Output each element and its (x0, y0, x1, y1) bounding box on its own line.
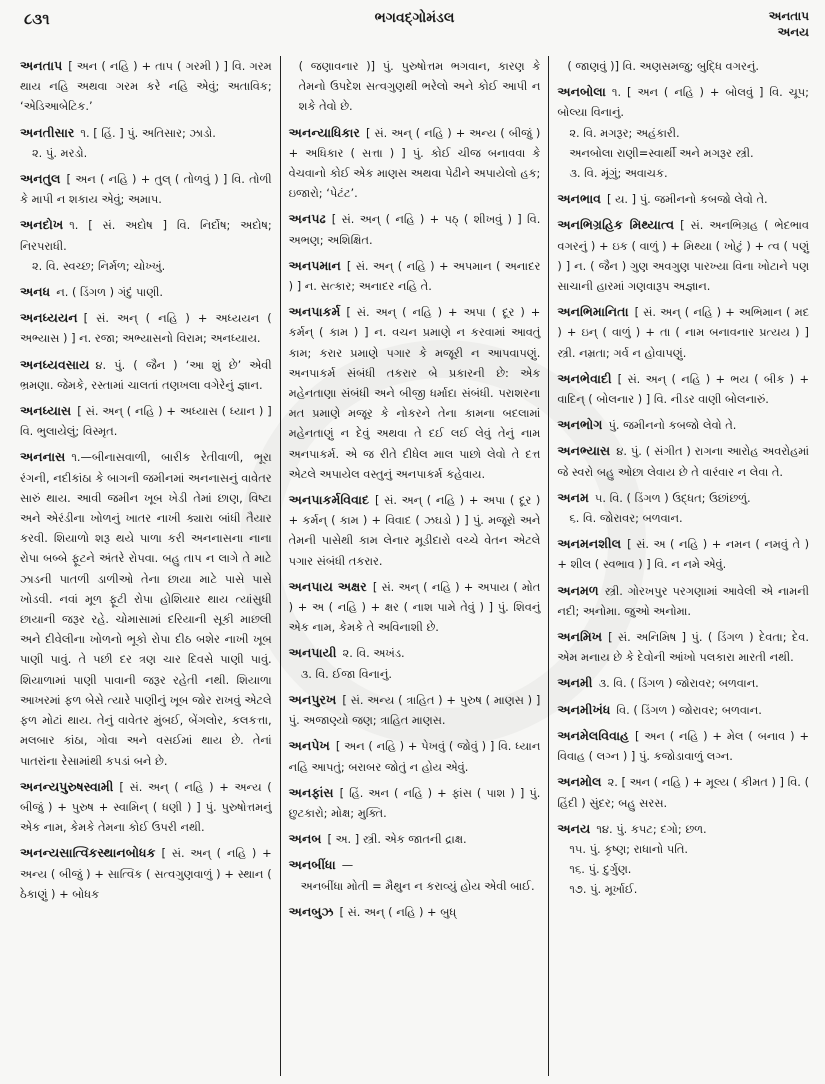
entry-headword: અનમિખ (557, 629, 603, 645)
dictionary-entry (289, 736, 541, 776)
entry-definition: ૨. વિ. અખંડ. (342, 646, 405, 661)
entry-definition: [ અન ( નહિ ) + તુલ્ ( તોળવું ) ] વિ. તોળી કે માપી ન શકાય એવું; અમાપ. (20, 172, 272, 207)
entry-definition: [ ય. ] પું. જમીનનો કબજો લેવો તે. (607, 192, 768, 207)
page-header (14, 6, 815, 46)
entry-headword: અનધ્યયન (20, 310, 78, 326)
entry-definition: ૪. પું. ( જૈન ) ‘આ શું છે’ એવી ભ્રમણા. જેમકે, રસ્તામાં ચાલતાં તણખલા વગેરેનું જ્ઞાન. (20, 357, 272, 392)
entry-definition: [ સં. અન્ ( નહિ ) + અપમાન ( અનાદર ) ] ન. સત્કાર; અનાદર નહિ તે. (288, 258, 541, 294)
guide-words (769, 8, 809, 40)
entry-headword: અનભ્યાસ (557, 443, 611, 459)
dictionary-entry (289, 829, 541, 849)
entry-definition: — (341, 858, 354, 873)
entry-definition: [ સં. અન્ ( નહિ ) + ભય ( બીક ) + વાદિન્ ( બોલનાર ) ] વિ. નીડર વાણી બોલનારું. (557, 371, 810, 407)
entry-headword: અનભેવાદી (557, 370, 612, 386)
entry-headword: અનમળ (557, 582, 599, 598)
entry-headword: અનપઢ (288, 211, 326, 227)
entry-headword: અનપમાન (288, 257, 341, 273)
dictionary-entry (20, 401, 272, 441)
entry-subsense: ૨. પું. મરડો. (32, 145, 88, 160)
guide-word-last: અનય (777, 25, 809, 39)
dictionary-entry (289, 256, 541, 296)
entry-headword: અનપાકર્મવિવાદ (288, 492, 370, 508)
entry-headword: અનમેલવિવાહ (557, 727, 630, 743)
entry-subsense: અનબીંધા મોતી = મૈથુન ન કરાવ્યું હોય એવી બાઈ. (300, 878, 535, 893)
page-title: ભગવદ્ગોમંડલ (374, 10, 455, 26)
dictionary-entry (20, 169, 272, 209)
dictionary-entry (289, 855, 541, 895)
dictionary-entry (20, 282, 272, 302)
entry-definition: [ સં. અન્ ( નહિ ) + અધ્યાસ ( ધ્યાન ) ] વિ. ભુલાયેલું; વિસ્મૃત. (20, 404, 272, 439)
dictionary-entry (289, 690, 541, 730)
dictionary-entry (557, 189, 809, 209)
dictionary-entry (20, 56, 272, 117)
entry-definition: [ સં. અન્ ( નહિ ) + અન્ય ( બીજું ) + સાત્વિક ( સત્વગુણવાળું ) + સ્થાન ( ઠેકાણું ) + બોધક (20, 846, 272, 901)
entry-headword: અનધ્યવસાય (20, 356, 90, 372)
entry-headword: અનતીસાર (20, 124, 75, 140)
entry-subsense: ૧૫. પું. કૃષ્ણ; રાધાનો પતિ. (569, 841, 688, 856)
entry-definition: [ સં. અન્ ( નહિ ) + પઠ્ ( શીખવું ) ] વિ. અભણ; અશિક્ષિત. (288, 212, 541, 247)
dictionary-entry (557, 488, 809, 528)
entry-headword: અનમી (557, 675, 593, 691)
entry-definition: [ સં. અન્ ( નહિ ) + અભિમાન ( મદ ) + ઇન્ ( વાળું ) + તા ( નામ બનાવનાર પ્રત્યય ) ] સ્ત્રી. નમ્રતા; ગર્વ ન હોવાપણું. (557, 305, 810, 360)
entry-headword: અનનાસ (20, 449, 66, 465)
entry-definition: ( જણાવનાર )] પું. પુરુષોત્તમ ભગવાન, કારણ કે તેમનો ઉપદેશ સત્વગુણથી ભરેલો અને કોઈ આપી ન શકે તેવો છે. (298, 59, 541, 114)
entry-definition: [ સં. અનિમિષ ] પું. ( ડિંગળ ) દેવતા; દેવ. એમ મનાય છે કે દેવોની આંખો પલકારા મારતી નથી. (557, 630, 810, 665)
entry-headword: અનતાપ (20, 58, 63, 73)
entry-definition: સ્ત્રી. ગોરખપુર પરગણામાં આવેલી એ નામની નદી; અનોમા. જુઓ અનોમા. (557, 583, 810, 618)
dictionary-columns (14, 56, 817, 1076)
dictionary-entry (557, 673, 809, 693)
entry-headword: અનપાયી (288, 645, 337, 661)
entry-headword: અનમ (557, 489, 589, 505)
entry-definition: ન. ( ડિંગળ ) ગંદું પાણી. (56, 285, 164, 300)
entry-headword: અનન્યપુરુષસ્વામી (20, 778, 114, 794)
entry-definition: પું. જમીનનો કબજો લેવો તે. (608, 418, 737, 433)
entry-subsense: ૩. વિ. મૂંગું; અવાચક. (569, 166, 668, 181)
entry-subsense: અનબોલા રાણી=સ્વાર્થી અને મગરૂર સ્ત્રી. (569, 145, 754, 160)
entry-headword: અનપેખ (288, 738, 330, 754)
entry-definition: ૨. [ અન ( નહિ ) + મૂલ્ય ( કીમત ) ] વિ. ( હિંદી ) સુંદર; બહુ સરસ. (557, 775, 810, 810)
entry-definition: [ અ. ] સ્ત્રી. એક જાતની દ્રાક્ષ. (327, 832, 467, 847)
entry-definition: ૧. [ સં. અદોષ ] વિ. નિર્દોષ; અદોષ; નિરપરાધી. (20, 218, 272, 253)
dictionary-entry (557, 627, 809, 667)
entry-definition: [ સં. અનભિગ્રહ ( ભેદભાવ વગરનું ) + ઇક ( વાળું ) + મિથ્યા ( ખોટું ) + ત્વ ( પણું ) ] ન. ( જૈન ) ગુણ અવગુણ પારખ્યા વિના ખોટાને પણ સાચાની હારમાં ગણવારૂપ અજ્ઞાન. (557, 218, 810, 294)
entry-definition: [ અન ( નહિ ) + તાપ ( ગરમી ) ] વિ. ગરમ થાય નહિ અથવા ગરમ કરે નહિ એવું; અતાવિક; ‘એડિઆબેટિક.’ (20, 59, 272, 114)
entry-subsense: ૨. વિ. મગરૂર; અહંકારી. (569, 125, 680, 140)
dictionary-entry (557, 302, 809, 363)
entry-headword: અનપુરખ (288, 691, 337, 707)
entry-headword: અનધ (20, 284, 51, 300)
dictionary-entry (289, 209, 541, 249)
entry-headword: અનધ્યાસ (20, 403, 72, 419)
entry-headword: અનભોગ (557, 417, 603, 433)
entry-definition: ૧. [ હિં. ] પું. અતિસાર; ઝાડો. (80, 125, 216, 140)
entry-definition: [ સં. અન્ ( નહિ ) + બુધ્ (339, 904, 457, 919)
entry-definition: [ સં. અન્ ( નહિ ) + અધ્યયન ( અભ્યાસ ) ] ન. રજા; અભ્યાસનો વિરામ; અનધ્યાય. (20, 311, 272, 346)
dictionary-entry (289, 643, 541, 683)
entry-definition: ૪. પું. ( સંગીત ) રાગના આરોહ અવરોહમાં જે સ્વરો બહુ ઓછા લેવાય છે તે વારંવાર ન લેવા તે. (557, 444, 810, 479)
entry-headword: અનમોલ (557, 774, 602, 790)
entry-headword: અનબ (288, 831, 322, 847)
entry-definition: ૫. વિ. ( ડિંગળ ) ઉદ્ધત; ઉછાંછળું. (594, 490, 751, 505)
dictionary-entry (289, 490, 541, 571)
dictionary-entry (557, 581, 809, 621)
entry-definition: [ અન ( નહિ ) + મેલ ( બનાવ ) + વિવાહ ( લગ્ન ) ] પું. કજોડાવાળું લગ્ન. (557, 728, 810, 764)
column-right (548, 56, 817, 1076)
dictionary-entry (20, 215, 272, 276)
entry-headword: અનદોખ (20, 217, 64, 233)
page-number: ૮૩૧ (24, 10, 50, 28)
dictionary-entry (557, 56, 809, 76)
column-middle (280, 56, 549, 1076)
entry-definition: [ સં. અન્ ( નહિ ) + અન્ય ( બીજું ) + પુરુષ + સ્વામિન્ ( ધણી ) ] પું. પુરુષોત્તમનું એક નામ, કેમકે તેમના કોઈ ઉપરી નથી. (20, 779, 272, 835)
dictionary-entry (20, 777, 272, 838)
dictionary-entry (20, 123, 272, 163)
dictionary-entry (289, 577, 541, 638)
entry-subsense: ૧૬. પું. દુર્ગુણ. (569, 862, 632, 877)
entry-headword: અનફાંસ (288, 784, 334, 800)
entry-definition: [ સં. અન્ ( નહિ ) + અન્ય ( બીજું ) + અધિકાર ( સત્તા ) ] પું. કોઈ ચીજ બનાવવા કે વેચવાનો કોઈ એક માણસ અથવા પેઢીને અપાયેલો હક; ઇજારો; ‘પેટંટ’. (288, 125, 541, 201)
dictionary-entry (557, 819, 809, 900)
entry-definition: [ સં. અન્ ( નહિ ) + અપા ( દૂર ) + કર્મન્ ( કામ ) ] ન. વચન પ્રમાણે ન કરવામાં આવતું કામ; કરાર પ્રમાણે પગાર કે મજૂરી ન આપવાપણું. અનપાકર્મ સંબંધી તકરાર બે પ્રકારની છે: એક મહેનતાણા સંબંધી અને બીજી ધર્માદા સંબંધી. પરાશરના મત પ્રમાણે મજૂર કે નોકરને તેના કામના બદલામાં મહેનતાણું ન દેવું અથવા તે દઈ લઈ લેવું તેનું નામ અનપાકર્મ. એ જ રીતે દીધેલ માલ પાછો લેવો તે દત્ત એટલે અપાયેલ વસ્તુનું અનપાકર્મ કહેવાય. (288, 305, 541, 481)
entry-headword: અનમનશીલ (557, 536, 622, 552)
entry-definition: [ સં. અન્ય ( ત્રાહિત ) + પુરુષ ( માણસ ) ] પું. અજાણ્યો જણ; ત્રાહિત માણસ. (288, 692, 541, 728)
entry-headword: અનતુલ (20, 171, 61, 187)
entry-subsense: ૨. વિ. સ્વચ્છ; નિર્મળ; ચોખ્ખું. (32, 258, 166, 273)
entry-headword: અનભાવ (557, 191, 602, 207)
entry-subsense: ૩. વિ. ઈજા વિનાનું. (300, 666, 392, 681)
entry-subsense: ૬. વિ. જોરાવર; બળવાન. (569, 511, 683, 526)
entry-headword: અનબોલા (557, 84, 606, 100)
dictionary-entry (557, 700, 809, 720)
entry-headword: અનભિગ્રહિક મિથ્યાત્વ (557, 217, 675, 233)
dictionary-entry (557, 415, 809, 435)
dictionary-entry (20, 355, 272, 395)
column-left (14, 56, 280, 1076)
dictionary-entry (20, 447, 272, 770)
dictionary-entry (289, 56, 541, 117)
entry-definition: [ સં. અ ( નહિ ) + નમન ( નમવું તે ) + શીલ ( સ્વભાવ ) ] વિ. ન નમે એવું. (557, 537, 810, 572)
entry-headword: અનય (557, 820, 591, 836)
dictionary-entry (289, 902, 541, 922)
entry-definition: [ સં. અન્ ( નહિ ) + અપા ( દૂર ) + કર્મન્ ( કામ ) + વિવાદ ( ઝઘડો ) ] પું. મજૂરો અને તેમની પાસેથી કામ લેનાર મૂડીદારો વચ્ચે વેતન એટલે પગાર સંબંધી તકરાર. (288, 493, 541, 568)
entry-definition: ૧.—બીનાસવાળી, બારીક રેતીવાળી, ભૂરા રંગની, નદીકાંઠા કે બાગની જમીનમાં અનનાસનું વાવેતર સારું થાય. આવી જમીન ખૂબ ખેડી તેમાં છાણ, વિષ્ટા અને એરંડીના ખોળનું ખાતર નાખી ક્યારા બાંધી તૈયાર કરવી. શિયાળો શરૂ થયે પાળા કરી અનનાસના નાના રોપા બબ્બે ફૂટને અંતરે રોપવા. બહુ તાપ ન લાગે તે માટે ઝાડની પાતળી ડાળીઓ તેના છાયા માટે પાસે પાસે ખોડવી. નવાં મૂળ ફૂટી રોપા હોશિયાર થાય ત્યાંસુધી છાયાની જરૂર રહે. ચોમાસામાં દરિયાની સૂકી માછલી અને દીવેલીના ખોળનો ભૂકો રોપા દીઠ બશેર નાખી ખૂબ પાણી પાવું. તે પછી દર ત્રણ ચાર દિવસે પાણી પાવું. શિયાળામાં પાણી પાવાની જરૂર રહેતી નથી. શિયાળા આખરમાં ફળ બેસે ત્યારે પાણીનું ખૂબ જોર રાખવું એટલે ફળ મોટાં થાય. તેનું વાવેતર મુંબઈ, બેંગલોર, કલકત્તા, મલબાર કાંઠા, ગોવા અને વસઈમાં થાય છે. તેનાં પાતરાંના રેસામાંથી કપડાં બને છે. (20, 450, 272, 768)
entry-definition: [ અન ( નહિ ) + પેખવું ( જોવું ) ] વિ. ધ્યાન નહિ આપતું; બરાબર જોતું ન હોય એવું. (288, 739, 541, 774)
dictionary-entry (557, 215, 809, 296)
entry-definition: ૩. વિ. ( ડિંગળ ) જોરાવર; બળવાન. (598, 676, 759, 691)
entry-headword: અનપાકર્મ (288, 304, 341, 320)
dictionary-entry (557, 441, 809, 481)
entry-definition: [ સં. અન્ ( નહિ ) + અપાય ( મોત ) + અ ( નહિ ) + ક્ષર ( નાશ પામે તેવું ) ] પું. શિવનું એક નામ, કેમકે તે અવિનાશી છે. (288, 579, 541, 635)
dictionary-entry (289, 123, 541, 204)
entry-definition: ૧૪. પું. કપટ; દગો; છળ. (596, 821, 707, 836)
dictionary-entry (557, 369, 809, 409)
entry-definition: [ હિં. અન ( નહિ ) + ફાંસ ( પાશ ) ] પું. છુટકારો; મોક્ષ; મુક્તિ. (288, 785, 541, 820)
entry-subsense: ૧૭. પું. મૂર્ખાઈ. (569, 882, 638, 897)
entry-headword: અનભિમાનિતા (557, 304, 629, 320)
entry-headword: અનબીંધા (288, 857, 336, 873)
dictionary-entry (20, 843, 272, 904)
entry-definition: ( જાણવું )] વિ. અણસમજુ; બુદ્ધિ વગરનું. (567, 59, 759, 73)
guide-word-first: અનતાપ (768, 9, 809, 23)
dictionary-entry (557, 726, 809, 766)
dictionary-entry (557, 82, 809, 183)
entry-headword: અનન્યાધિકાર (288, 124, 360, 140)
dictionary-entry (289, 783, 541, 823)
dictionary-entry (557, 772, 809, 812)
entry-headword: અનમીખંધ (557, 701, 611, 717)
entry-definition: ૧. [ અન ( નહિ ) + બોલવું ] વિ. ચૂપ; બોલ્યા વિનાનું. (557, 85, 810, 120)
entry-headword: અનપાય અક્ષર (288, 578, 367, 594)
entry-definition: વિ. ( ડિંગળ ) જોરાવર; બળવાન. (616, 702, 762, 717)
dictionary-entry (557, 534, 809, 574)
entry-headword: અનન્યસાત્વિકસ્થાનબોધક (20, 845, 156, 861)
dictionary-entry (20, 308, 272, 348)
dictionary-entry (289, 302, 541, 484)
entry-headword: અનબુઝ (288, 903, 334, 919)
